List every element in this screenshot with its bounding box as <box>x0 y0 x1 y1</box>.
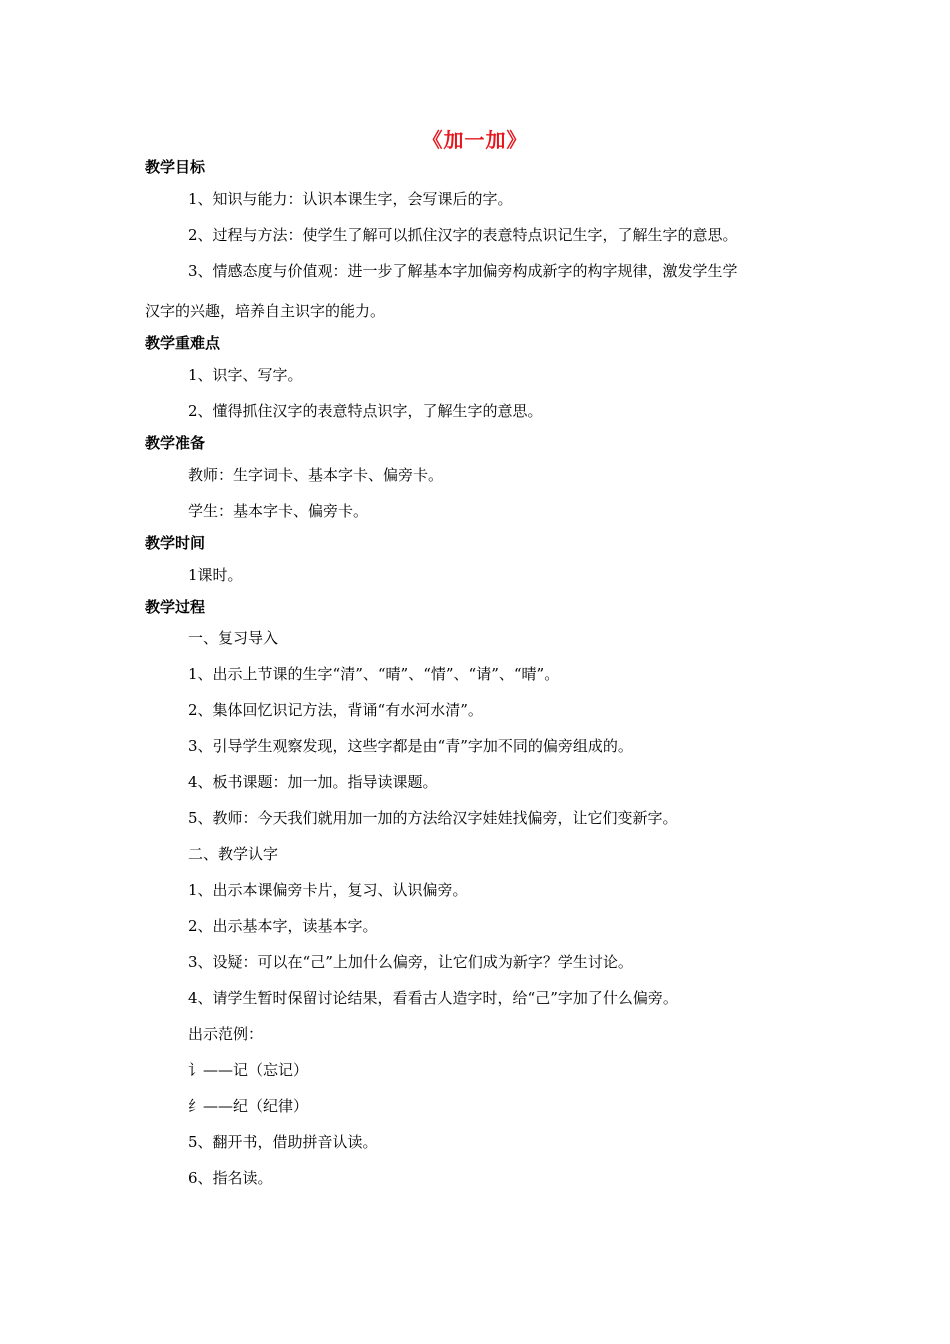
section-heading-goals: 教学目标 <box>145 158 206 176</box>
time-item-1: 1课时。 <box>188 566 243 584</box>
example-label: 出示范例： <box>188 1025 264 1043</box>
document-title: 《加一加》 <box>422 128 528 152</box>
process-item: 1、出示上节课的生字“清”、“晴”、“情”、“请”、“晴”。 <box>188 665 560 683</box>
section-heading-preparation: 教学准备 <box>145 434 206 452</box>
process-item: 5、教师：今天我们就用加一加的方法给汉字娃娃找偏旁，让它们变新字。 <box>188 809 678 827</box>
goal-item-3: 3、情感态度与价值观：进一步了解基本字加偏旁构成新字的构字规律，激发学生学 <box>188 262 738 280</box>
preparation-teacher: 教师：生字词卡、基本字卡、偏旁卡。 <box>188 466 444 484</box>
section-heading-time: 教学时间 <box>145 534 206 552</box>
process-step-heading-1: 一、复习导入 <box>188 629 279 647</box>
goal-item-3-continued: 汉字的兴趣，培养自主识字的能力。 <box>145 302 386 320</box>
process-item: 2、集体回忆识记方法，背诵“有水河水清”。 <box>188 701 483 719</box>
example-item: 讠——记（忘记） <box>188 1061 309 1079</box>
key-point-item-1: 1、识字、写字。 <box>188 366 303 384</box>
process-item: 3、设疑：可以在“己”上加什么偏旁，让它们成为新字？学生讨论。 <box>188 953 633 971</box>
goal-item-1: 1、知识与能力：认识本课生字，会写课后的字。 <box>188 190 513 208</box>
process-item: 1、出示本课偏旁卡片，复习、认识偏旁。 <box>188 881 468 899</box>
preparation-student: 学生：基本字卡、偏旁卡。 <box>188 502 369 520</box>
process-item: 4、板书课题：加一加。指导读课题。 <box>188 773 438 791</box>
key-point-item-2: 2、懂得抓住汉字的表意特点识字，了解生字的意思。 <box>188 402 543 420</box>
process-item: 6、指名读。 <box>188 1169 273 1187</box>
process-item: 3、引导学生观察发现，这些字都是由“青”字加不同的偏旁组成的。 <box>188 737 633 755</box>
example-item: 纟——纪（纪律） <box>188 1097 309 1115</box>
process-step-heading-2: 二、教学认字 <box>188 845 279 863</box>
process-item: 4、请学生暂时保留讨论结果，看看古人造字时，给“己”字加了什么偏旁。 <box>188 989 678 1007</box>
process-item: 2、出示基本字，读基本字。 <box>188 917 378 935</box>
section-heading-process: 教学过程 <box>145 598 206 616</box>
process-item: 5、翻开书，借助拼音认读。 <box>188 1133 378 1151</box>
goal-item-2: 2、过程与方法：使学生了解可以抓住汉字的表意特点识记生字，了解生字的意思。 <box>188 226 738 244</box>
section-heading-key-points: 教学重难点 <box>145 334 221 352</box>
